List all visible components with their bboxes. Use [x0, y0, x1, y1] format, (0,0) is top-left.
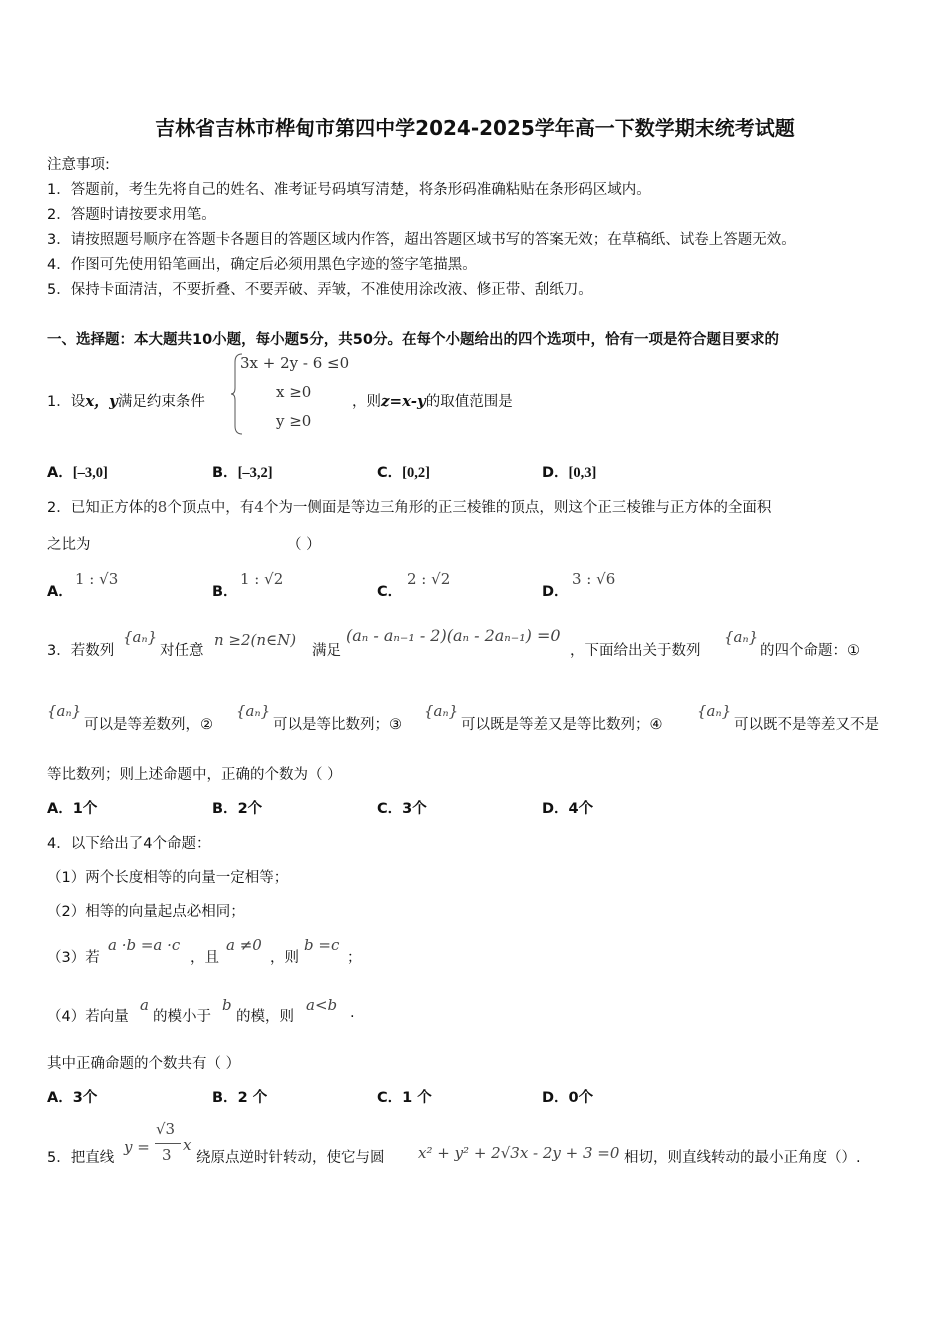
statement-3 [47, 946, 100, 967]
sequence-symbol: {aₙ} [47, 702, 82, 720]
q4-option-d[interactable]: D．0个 [542, 1090, 594, 1106]
q2-option-d[interactable]: D． [542, 584, 569, 600]
fraction-denominator: 3 [162, 1146, 172, 1164]
notice-item: 5．保持卡面清洁，不要折叠、不要弄破、弄皱，不准使用涂改液、修正带、刮纸刀。 [47, 282, 593, 298]
fraction-numerator: √3 [156, 1120, 176, 1138]
q1-option-b[interactable]: B．[–3,2] [212, 465, 273, 481]
q1-text: 的取值范围是 [425, 394, 513, 410]
q3-option-a[interactable]: A．1个 [47, 801, 98, 817]
q1-option-d[interactable]: D．[0,3] [542, 465, 597, 481]
question-1 [47, 390, 205, 411]
q1-tail [352, 390, 513, 411]
sequence-symbol: {aₙ} [236, 702, 271, 720]
q3-text: 可以既是等差又是等比数列；④ [461, 717, 663, 733]
q3-condition: n ≥2(n∈N) [214, 631, 297, 649]
q4-option-c[interactable]: C．1 个 [377, 1090, 432, 1106]
question-4: 4．以下给出了4个命题： [47, 836, 211, 852]
q3-option-b[interactable]: B．2个 [212, 801, 263, 817]
q1-option-c[interactable]: C．[0,2] [377, 465, 430, 481]
fraction-bar [155, 1143, 181, 1144]
q3-text: 可以是等比数列；③ [273, 717, 402, 733]
q2-number: 4 [254, 498, 264, 516]
question-number: 3． [47, 643, 71, 659]
q2-line2: 之比为 [47, 537, 91, 553]
constraint-1: 3x + 2y - 6 ≤0 [240, 354, 350, 372]
q4-math: b =c [304, 936, 340, 954]
q1-option-a[interactable]: A．[–3,0] [47, 465, 108, 481]
q4-math: a ·b =a ·c [108, 936, 181, 954]
q5-circle-equation: x² + y² + 2√3x - 2y + 3 =0 [418, 1144, 620, 1162]
sequence-symbol: {aₙ} [724, 628, 759, 646]
q3-text: 满足 [312, 643, 341, 659]
notice-item: 3．请按照题号顺序在答题卡各题目的答题区域内作答，超出答题区域书写的答案无效；在草稿纸、试卷上答题无效。 [47, 232, 796, 248]
q4-text: （3）若 [47, 950, 100, 966]
q4-text: 的模小于 [153, 1009, 211, 1025]
q5-text: 把直线 [70, 1150, 115, 1166]
notice-item: 1．答题前，考生先将自己的姓名、准考证号码填写清楚，将条形码准确粘贴在条形码区域内。 [47, 182, 651, 198]
q4-text: ，且 [190, 950, 219, 966]
q3-text: ，下面给出关于数列 [570, 643, 701, 659]
q5-text: 相切，则直线转动的最小正角度（）. [624, 1150, 861, 1166]
q3-text: 可以是等差数列，② [84, 717, 213, 733]
q4-question: 其中正确命题的个数共有（ ） [47, 1056, 241, 1072]
q2-number: 8 [157, 498, 168, 516]
statement-2: （2）相等的向量起点必相同； [47, 904, 245, 920]
q2-option-b-value: 1 : √2 [240, 570, 284, 588]
q3-text: 若数列 [70, 643, 115, 659]
q1-text: 设 [70, 394, 86, 410]
q4-option-a[interactable]: A．3个 [47, 1090, 98, 1106]
constraint-3: y ≥0 [276, 412, 312, 430]
question-5 [47, 1146, 114, 1167]
q4-math: a<b [306, 996, 338, 1014]
q4-text: . [350, 1005, 355, 1021]
q3-option-c[interactable]: C．3个 [377, 801, 427, 817]
q1-vars: x，y [85, 392, 118, 410]
q4-text: ，则 [270, 950, 299, 966]
notice-item: 4．作图可先使用铅笔画出，确定后必须用黑色字迹的签字笔描黑。 [47, 257, 477, 273]
q3-text: 的四个命题：① [760, 643, 860, 659]
q2-option-c-value: 2 : √2 [407, 570, 451, 588]
statement-1: （1）两个长度相等的向量一定相等； [47, 870, 289, 886]
q3-text: 可以既不是等差又不是 [734, 717, 879, 733]
q1-text: 满足约束条件 [117, 394, 205, 410]
page-title: 吉林省吉林市桦甸市第四中学2024-2025学年高一下数学期末统考试题 [155, 116, 795, 140]
q2-option-c[interactable]: C． [377, 584, 403, 600]
q5-text: 绕原点逆时针转动，使它与圆 [196, 1150, 385, 1166]
q4-math: b [222, 996, 232, 1014]
q2-text: 2．已知正方体的 [47, 500, 158, 516]
q4-math: a [140, 996, 149, 1014]
q1-expression: z=x-y [381, 392, 426, 410]
statement-4: （4）若向量 [47, 1009, 129, 1025]
question-3 [47, 639, 114, 660]
q4-option-b[interactable]: B．2 个 [212, 1090, 268, 1106]
q1-text: ，则 [352, 394, 381, 410]
answer-paren: （ ） [287, 537, 321, 553]
q2-option-a[interactable]: A． [47, 584, 73, 600]
q2-option-a-value: 1 : √3 [75, 570, 119, 588]
q3-option-d[interactable]: D．4个 [542, 801, 594, 817]
question-number: 1． [47, 394, 71, 410]
q3-text: 对任意 [160, 643, 204, 659]
sequence-symbol: {aₙ} [697, 702, 732, 720]
q4-text: ； [347, 950, 362, 966]
q2-option-b[interactable]: B． [212, 584, 238, 600]
q2-text: 个为一侧面是等边三角形的正三棱锥的顶点，则这个正三棱锥与正方体的全面积 [263, 500, 772, 516]
question-2 [47, 496, 771, 517]
sequence-symbol: {aₙ} [123, 628, 158, 646]
q5-line-lhs: y = [124, 1138, 150, 1156]
question-number: 5． [47, 1150, 71, 1166]
q2-option-d-value: 3 : √6 [572, 570, 616, 588]
q2-text: 个顶点中，有 [167, 500, 255, 516]
q3-equation: (aₙ - aₙ₋₁ - 2)(aₙ - 2aₙ₋₁) =0 [346, 626, 561, 645]
notice-heading: 注意事项: [47, 157, 110, 173]
constraint-2: x ≥0 [276, 383, 312, 401]
q3-text: 等比数列；则上述命题中，正确的个数为（ ） [47, 767, 342, 783]
sequence-symbol: {aₙ} [424, 702, 459, 720]
notice-item: 2．答题时请按要求用笔。 [47, 207, 216, 223]
q5-line-rhs: x [183, 1136, 192, 1154]
q4-text: 的模，则 [236, 1009, 294, 1025]
q4-math: a ≠0 [226, 936, 262, 954]
section-heading: 一、选择题：本大题共10小题，每小题5分，共50分。在每个小题给出的四个选项中，恰有一项是符合题目要求的 [47, 332, 779, 348]
